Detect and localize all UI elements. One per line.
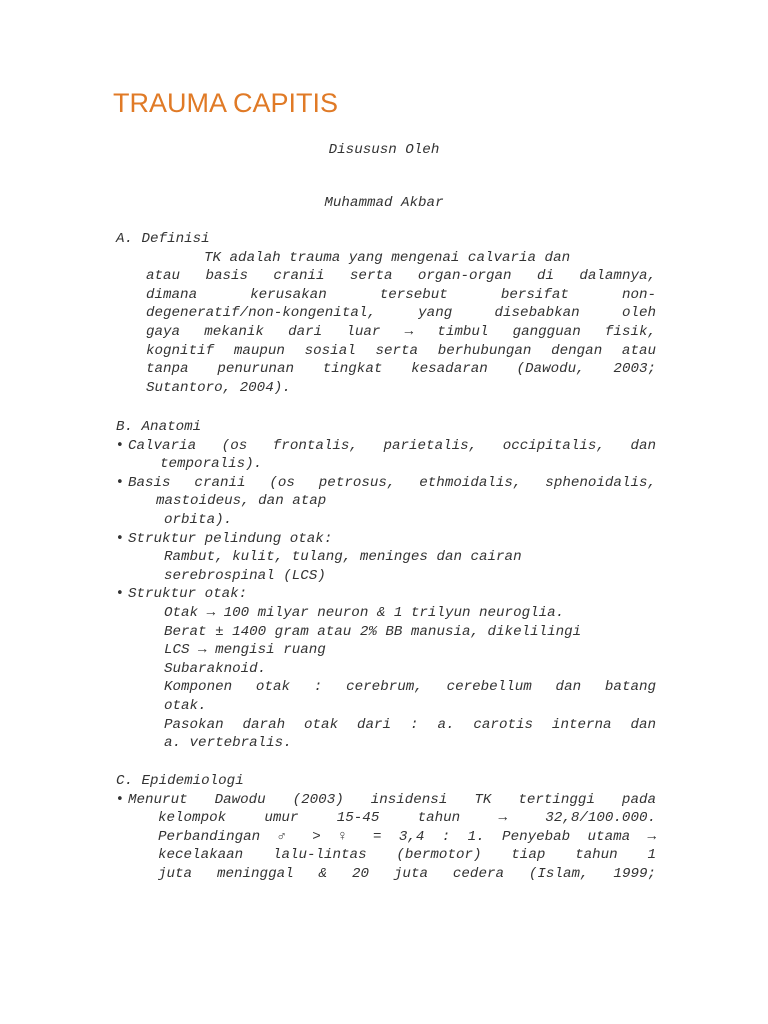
paragraph-line: kognitif maupun sosial serta berhubungan dengan atau [146,342,656,359]
paragraph-line: dimana kerusakan tersebut bersifat non- [146,286,656,303]
list-item-continuation: Rambut, kulit, tulang, meninges dan cairan [164,549,522,566]
bullet-icon: • [116,530,124,546]
paragraph-line: TK adalah trauma yang mengenai calvaria dan [204,249,571,266]
list-item-continuation: kelompok umur 15-45 tahun → 32,8/100.000. [158,810,656,827]
byline: Disususn Oleh [328,142,440,158]
list-item-continuation: mastoideus, dan atap [156,493,327,510]
list-item-continuation: Pasokan darah otak dari : a. carotis interna dan [164,716,656,733]
paragraph-line: Sutantoro, 2004). [146,379,291,396]
paragraph-line: atau basis cranii serta organ-organ di dalamnya, [146,268,656,285]
bullet-icon: • [116,474,124,490]
list-item-continuation: Berat ± 1400 gram atau 2% BB manusia, dikelilingi [164,623,582,640]
paragraph-line: degeneratif/non-kongenital, yang disebabkan oleh [146,305,656,322]
list-item-continuation: juta meninggal & 20 juta cedera (Islam, 1999; [158,865,656,882]
section-epidemiologi [116,772,656,884]
bullet-icon: • [116,791,124,807]
list-item: • Struktur otak: [116,586,248,603]
document-title: TRAUMA CAPITIS [113,88,339,118]
paragraph-line: tanpa penurunan tingkat kesadaran (Dawodu, 2003; [146,361,656,378]
section-anatomi [116,418,656,753]
list-item-continuation: a. vertebralis. [164,735,292,752]
list-item-continuation: LCS → mengisi ruang [164,642,326,659]
section-definisi [116,230,656,397]
section-heading: C. Epidemiologi [116,773,244,789]
author-name: Muhammad Akbar [324,195,444,211]
list-item-continuation: Komponen otak : cerebrum, cerebellum dan batang [164,679,656,696]
list-item: • Menurut Dawodu (2003) insidensi TK tertinggi pada [116,791,656,808]
paragraph-line: gaya mekanik dari luar → timbul gangguan fisik, [146,323,656,340]
section-heading: A. Definisi [116,231,210,247]
list-item-continuation: Otak → 100 milyar neuron & 1 trilyun neuroglia. [164,604,565,621]
section-heading: B. Anatomi [116,419,202,435]
list-item: • Calvaria (os frontalis, parietalis, occipitalis, dan [116,437,656,454]
list-item-continuation: Perbandingan ♂ > ♀ = 3,4 : 1. Penyebab utama → [158,828,656,845]
list-item-continuation: orbita). [164,511,233,528]
list-item: • Struktur pelindung otak: [116,530,333,547]
list-item-continuation: serebrospinal (LCS) [164,567,326,584]
list-item: • Basis cranii (os petrosus, ethmoidalis, sphenoidalis, [116,474,656,491]
list-item-continuation: temporalis). [160,456,263,473]
bullet-icon: • [116,586,124,602]
list-item-continuation: Subaraknoid. [164,660,267,677]
bullet-icon: • [116,437,124,453]
list-item-continuation: kecelakaan lalu-lintas (bermotor) tiap tahun 1 [158,847,656,864]
list-item-continuation: otak. [164,697,207,714]
